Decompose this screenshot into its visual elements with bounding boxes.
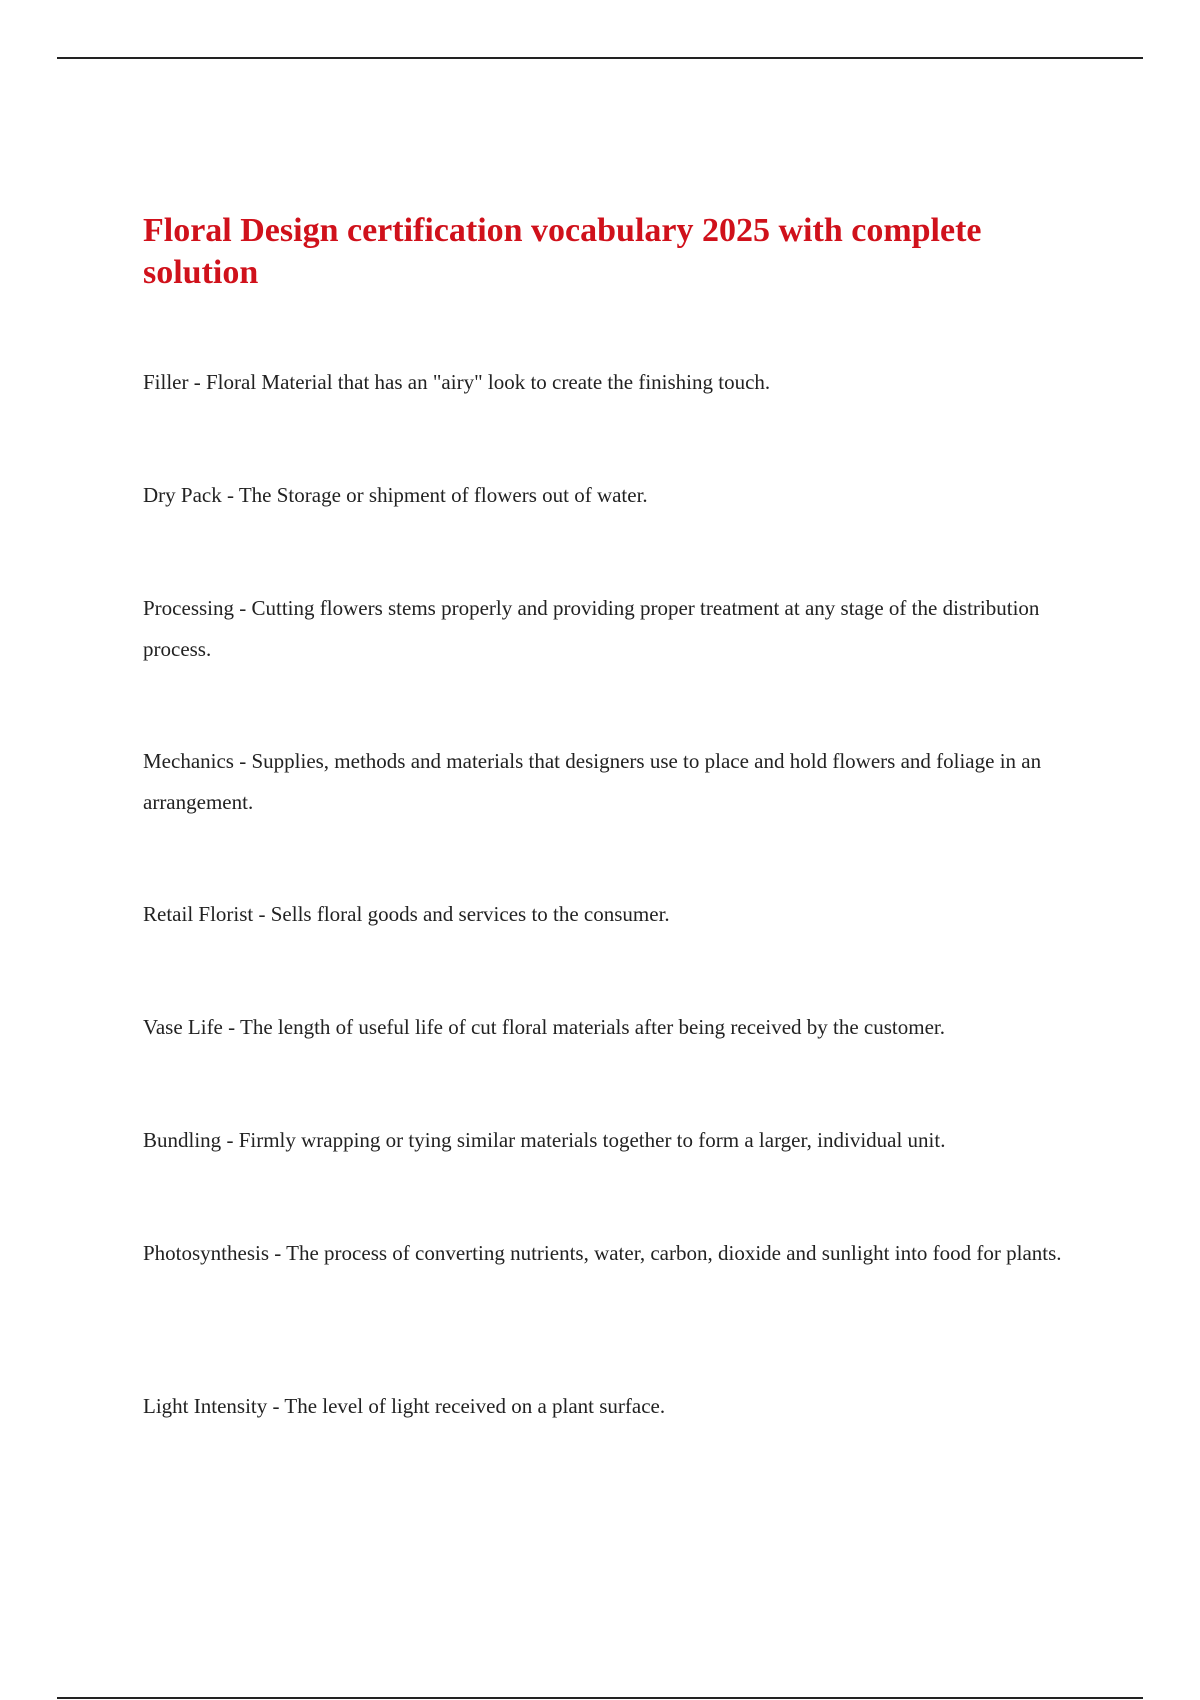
vocabulary-entry bbox=[143, 1007, 1073, 1048]
term: Filler bbox=[143, 370, 189, 394]
definition: The process of converting nutrients, water, carbon, dioxide and sunlight into food for plants. bbox=[286, 1241, 1062, 1265]
term: Bundling bbox=[143, 1128, 222, 1152]
vocabulary-entry bbox=[143, 894, 1073, 935]
separator: - bbox=[221, 483, 239, 507]
separator: - bbox=[253, 902, 271, 926]
separator: - bbox=[188, 370, 206, 394]
vocabulary-entry bbox=[143, 1386, 1073, 1427]
vocabulary-entry bbox=[143, 588, 1073, 670]
term: Dry Pack bbox=[143, 483, 222, 507]
vocabulary-entry bbox=[143, 475, 1073, 516]
term: Photosynthesis bbox=[143, 1241, 270, 1265]
definition: Floral Material that has an "airy" look to create the finishing touch. bbox=[206, 370, 771, 394]
definition: The length of useful life of cut floral materials after being received by the customer. bbox=[240, 1015, 945, 1039]
term: Light Intensity bbox=[143, 1394, 268, 1418]
top-rule bbox=[57, 57, 1143, 59]
definition: Firmly wrapping or tying similar materials together to form a larger, individual unit. bbox=[238, 1128, 946, 1152]
separator: - bbox=[267, 1394, 285, 1418]
separator: - bbox=[269, 1241, 287, 1265]
page-title: Floral Design certification vocabulary 2025 with complete solution bbox=[143, 212, 982, 291]
separator: - bbox=[234, 596, 252, 620]
separator: - bbox=[221, 1128, 239, 1152]
definition: Cutting flowers stems properly and providing proper treatment at any stage of the distribution process. bbox=[143, 596, 1040, 661]
bottom-rule bbox=[57, 1697, 1143, 1699]
term: Retail Florist bbox=[143, 902, 254, 926]
definition: Sells floral goods and services to the consumer. bbox=[270, 902, 670, 926]
separator: - bbox=[222, 1015, 241, 1039]
definition: Supplies, methods and materials that designers use to place and hold flowers and foliage in an arrangement. bbox=[143, 749, 1042, 814]
definition: The Storage or shipment of flowers out of water. bbox=[238, 483, 648, 507]
definition: The level of light received on a plant surface. bbox=[284, 1394, 666, 1418]
term: Processing bbox=[143, 596, 234, 620]
vocabulary-entry bbox=[143, 1233, 1073, 1274]
separator: - bbox=[233, 749, 252, 773]
vocabulary-entry bbox=[143, 362, 1073, 403]
term: Mechanics bbox=[143, 749, 234, 773]
vocabulary-entry bbox=[143, 1120, 1073, 1161]
term: Vase Life bbox=[143, 1015, 223, 1039]
vocabulary-entry bbox=[143, 741, 1073, 823]
